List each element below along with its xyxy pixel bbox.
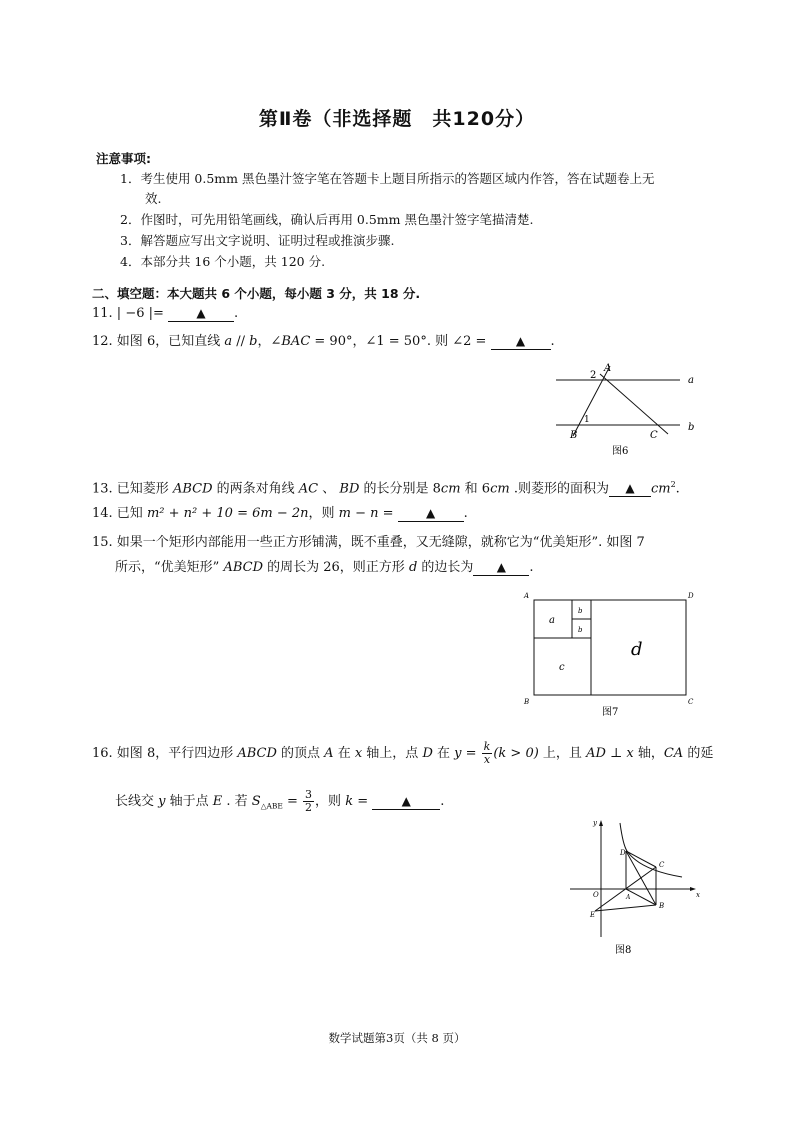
answer-triangle: ▲ <box>515 334 526 348</box>
question-15-line2 <box>115 559 534 577</box>
answer-triangle: ▲ <box>496 560 507 574</box>
note-item: 2．作图时，可先用铅笔画线，确认后再用 0.5mm 黑色墨汁签字笔描清楚. <box>120 212 534 227</box>
fraction-numerator: k <box>483 740 491 753</box>
fig8-label-B: B <box>659 902 665 910</box>
q12-var: BAC <box>281 334 311 349</box>
q13-text: 和 6 <box>460 481 491 497</box>
q14-expr: m² + n² + 10 = 6m − 2n <box>146 506 309 521</box>
q16-var: CA <box>663 746 684 761</box>
q13-text: 、 <box>318 481 340 497</box>
question-16-line2 <box>115 789 444 816</box>
q16-text: ⊥ <box>605 746 627 761</box>
q16-text: 的延 <box>683 746 714 761</box>
fig8-label-O: O <box>593 891 599 899</box>
q16-var: AD <box>586 746 606 761</box>
fig8-label-C: C <box>659 861 665 869</box>
q16-text: ，则 <box>315 794 346 809</box>
fig6-label-B: B <box>570 430 578 441</box>
q16-var: k <box>345 794 354 809</box>
answer-triangle: ▲ <box>401 794 411 808</box>
question-15-line1: 15. 如果一个矩形内部能用一些正方形铺满，既不重叠，又无缝隙，就称它为“优美矩形”. 如图 7 <box>92 535 645 550</box>
question-11 <box>92 305 238 323</box>
q16-text: 在 <box>333 746 355 761</box>
q16-var: S <box>251 794 261 809</box>
page-footer: 数学试题第3页（共 8 页） <box>328 1031 466 1045</box>
q16-text: 的顶点 <box>276 746 325 761</box>
q16-text: = <box>282 794 303 809</box>
fig8-label-A: A <box>626 894 631 901</box>
q15-var: d <box>408 560 418 575</box>
q16-text: 16. 如图 8，平行四边形 <box>92 746 238 761</box>
q16-var: ABCD <box>237 746 277 761</box>
answer-triangle: ▲ <box>426 506 436 520</box>
fig8-label-y: y <box>593 819 597 827</box>
q16-var: x <box>354 746 363 761</box>
answer-blank[interactable] <box>398 506 464 522</box>
q13-sup: 2 <box>670 480 676 489</box>
q12-var: a <box>224 334 233 349</box>
q13-text: 的两条对角线 <box>212 481 299 497</box>
question-13 <box>92 476 680 498</box>
q12-par: // <box>232 334 250 349</box>
q14-text: 14. 已知 <box>92 506 147 521</box>
q16-text: 轴上，点 <box>362 746 423 761</box>
page-title: 第Ⅱ卷（非选择题 共120分） <box>258 108 536 130</box>
fraction-denominator: 2 <box>305 801 313 814</box>
fig6-label-1: 1 <box>584 415 590 425</box>
q16-tail: . <box>440 794 445 809</box>
fig7-label-D: D <box>688 592 694 600</box>
q16-text: . 若 <box>222 794 252 809</box>
q16-fraction <box>482 741 493 766</box>
fraction-numerator: 3 <box>305 788 313 801</box>
q15-text: 的周长为 26，则正方形 <box>263 560 409 575</box>
fig7-label-c: c <box>559 662 565 673</box>
q11-lead: 11. | −6 |= <box>92 306 169 321</box>
q16-text: = <box>461 746 481 761</box>
question-16-line1 <box>92 741 713 766</box>
fig7-label-d: d <box>631 639 643 660</box>
fig8-label-D: D <box>620 849 626 857</box>
fig8-label-x: x <box>696 891 700 899</box>
notes-heading: 注意事项: <box>96 151 151 166</box>
fig6-caption: 图6 <box>612 446 629 457</box>
answer-blank[interactable] <box>473 560 529 576</box>
q16-var: y <box>158 794 166 809</box>
q14-expr: m − n <box>338 506 379 521</box>
question-14 <box>92 505 468 523</box>
q13-unit: cm <box>650 481 671 497</box>
q15-text: 的边长为 <box>417 560 474 575</box>
q13-text: .则菱形的面积为 <box>509 481 609 497</box>
fig6-label-2: 2 <box>590 370 597 381</box>
fig6-label-a: a <box>688 375 694 386</box>
fig6-label-C: C <box>650 430 658 441</box>
q16-var: A <box>324 746 334 761</box>
q16-subscript: △ABE <box>260 801 283 811</box>
q16-fraction-3-2 <box>303 789 314 814</box>
q13-text: 的长分别是 8 <box>359 481 441 497</box>
q16-text: 上，且 <box>538 746 587 761</box>
q13-text: 13. 已知菱形 <box>92 481 173 497</box>
fig7-label-A: A <box>524 592 530 600</box>
q16-text: 轴于点 <box>165 794 213 809</box>
fig8-caption: 图8 <box>615 945 632 956</box>
answer-blank[interactable] <box>491 334 551 350</box>
note-item: 1．考生使用 0.5mm 黑色墨汁签字笔在答题卡上题目所指示的答题区域内作答，答在试题卷上无 <box>120 171 655 186</box>
fig7-label-b2: b <box>578 626 583 634</box>
q12-tail: . <box>550 334 555 349</box>
answer-blank[interactable] <box>372 794 440 810</box>
fig8-label-E: E <box>590 911 596 919</box>
note-item: 3．解答题应写出文字说明、证明过程或推演步骤. <box>120 233 395 248</box>
q12-text: ，∠ <box>257 334 282 349</box>
q13-tail: . <box>675 481 680 497</box>
note-item: 效. <box>145 191 162 206</box>
fig7-label-C: C <box>688 698 694 706</box>
fraction-denominator: x <box>483 753 491 766</box>
q14-tail: . <box>463 506 468 521</box>
q15-text: 所示，“优美矩形” <box>115 560 224 575</box>
q11-tail: . <box>234 306 239 321</box>
section-heading: 二、填空题：本大题共 6 个小题，每小题 3 分，共 18 分. <box>92 286 421 301</box>
q16-text: 轴， <box>633 746 664 761</box>
answer-blank[interactable] <box>168 306 234 322</box>
q16-var: y <box>454 746 462 761</box>
answer-triangle: ▲ <box>625 481 635 496</box>
q13-var: ABCD <box>172 481 213 497</box>
q14-text: ，则 <box>308 506 339 521</box>
fig7-label-b1: b <box>578 607 583 615</box>
fig7-caption: 图7 <box>602 707 619 718</box>
q16-condition: (k > 0) <box>493 746 539 761</box>
q12-text: = 90°，∠1 = 50°. 则 ∠2 = <box>310 334 491 349</box>
q15-var: ABCD <box>223 560 263 575</box>
q12-var: b <box>249 334 258 349</box>
answer-blank[interactable] <box>609 481 651 497</box>
q13-unit: cm <box>440 481 461 497</box>
q14-text: = <box>378 506 398 521</box>
q16-text: 在 <box>432 746 455 761</box>
q16-text: 长线交 <box>115 794 159 809</box>
q15-tail: . <box>529 560 534 575</box>
answer-triangle: ▲ <box>196 306 206 320</box>
fig6-label-A: A <box>604 363 612 374</box>
q12-lead: 12. 如图 6，已知直线 <box>92 334 225 349</box>
q13-var: BD <box>339 481 360 497</box>
question-12 <box>92 333 555 351</box>
q16-var: E <box>212 794 223 809</box>
note-item: 4．本部分共 16 个小题，共 120 分. <box>120 254 326 269</box>
fig6-label-b: b <box>688 422 695 433</box>
q16-var: D <box>422 746 433 761</box>
fig7-label-a: a <box>549 615 555 626</box>
q16-var: x <box>626 746 634 761</box>
q16-text: = <box>353 794 373 809</box>
figure-7 <box>520 590 700 720</box>
figure-6 <box>548 360 708 460</box>
fig7-label-B: B <box>524 698 530 706</box>
q13-var: AC <box>298 481 319 497</box>
q13-unit: cm <box>490 481 510 497</box>
figure-8 <box>560 815 710 960</box>
